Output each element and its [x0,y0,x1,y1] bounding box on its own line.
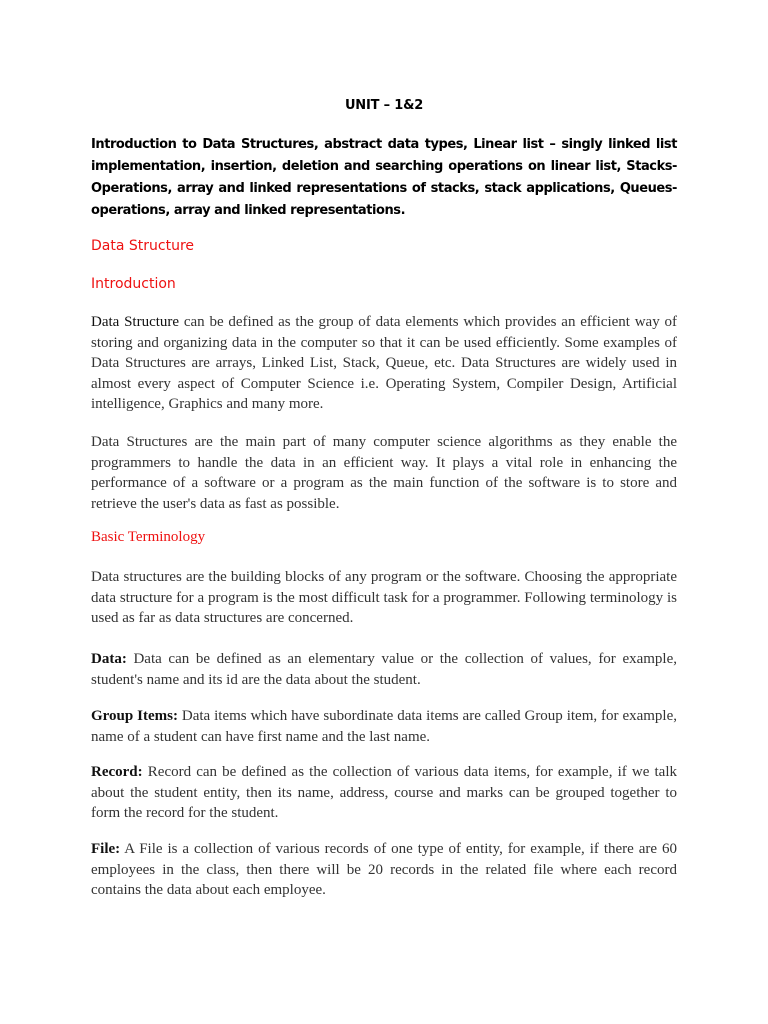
term-data-definition: Data can be defined as an elementary value or the collection of values, for example, student's name and its id are the data about the student. [91,651,677,688]
term-record-label: Record: [91,764,143,780]
terminology-intro-paragraph: Data structures are the building blocks of any program or the software. Choosing the appropriate data structure for a program is the most difficult task for a programmer. Following terminology is used as far as data structures are concerned. [91,569,677,626]
intro-paragraph-2: Data Structures are the main part of many computer science algorithms as they enable the programmers to handle the data in an efficient way. It plays a vital role in enhancing the performance of a software or a program as the main function of the software is to store and retrieve the user's data as fast as possible. [91,434,677,512]
term-data-paragraph [91,649,677,690]
term-file-definition: A File is a collection of various records of one type of entity, for example, if there are 60 employees in the class, then there will be 20 records in the related file where each record contains the data about each employee. [91,841,677,898]
unit-title: UNIT – 1&2 [344,98,424,113]
intro-paragraph-1 [91,312,677,415]
term-data-label: Data: [91,651,127,667]
term-group-items-label: Group Items: [91,708,178,724]
term-record-definition: Record can be defined as the collection of various data items, for example, if we talk about the student entity, then its name, address, course and marks can be grouped together to form the record for the student. [91,764,677,821]
term-group-items-definition: Data items which have subordinate data items are called Group item, for example, name of a student can have first name and the last name. [91,708,678,745]
intro-lead-term: Data Structure [91,314,180,330]
term-record-paragraph [91,762,677,824]
heading-introduction: Introduction [91,276,176,292]
syllabus-paragraph: Introduction to Data Structures, abstract data types, Linear list – singly linked list implementation, insertion, deletion and searching operations on linear list, Stacks-Operations, array and linked representations of stacks, stack applications, Queues-operations, array and linked representations. [91,137,677,218]
heading-basic-terminology: Basic Terminology [91,529,206,545]
term-file-paragraph [91,839,677,901]
intro-paragraph-1-text: can be defined as the group of data elements which provides an efficient way of storing and organizing data in the computer so that it can be used efficiently. Some examples of Data Structures are arrays, Linked List, Stack, Queue, etc. Data Structures are widely used in almost every aspect of Computer Science i.e. Operating System, Compiler Design, Artificial intelligence, Graphics and many more. [91,314,677,412]
term-group-items-paragraph [91,706,677,747]
term-file-label: File: [91,841,121,857]
heading-data-structure: Data Structure [91,238,195,254]
